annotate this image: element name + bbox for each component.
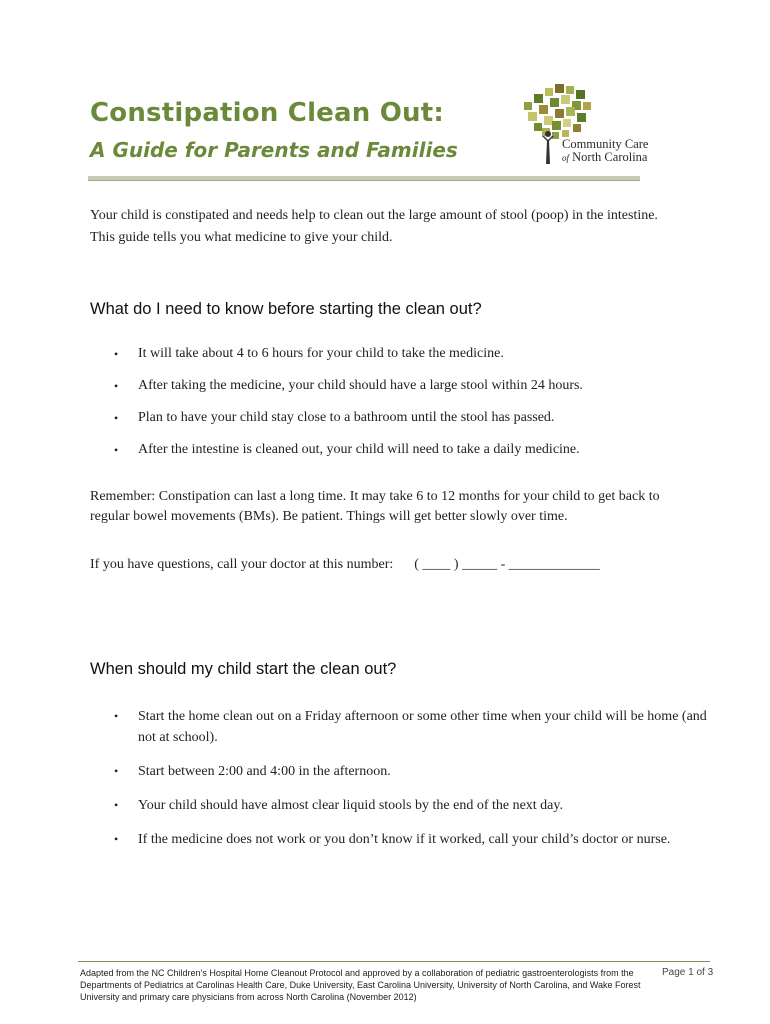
intro-paragraph xyxy=(90,205,730,249)
intro-line2: This guide tells you what medicine to give your child. xyxy=(90,230,393,245)
bullet-icon: • xyxy=(114,443,119,457)
logo-wordmark xyxy=(562,138,648,165)
section1-heading: What do I need to know before starting the clean out? xyxy=(90,300,482,318)
list-item: • Start between 2:00 and 4:00 in the afternoon. xyxy=(114,761,724,782)
bullet-icon: • xyxy=(114,411,119,425)
list-item: • If the medicine does not work or you don’t know if it worked, call your child’s doctor or nurse. xyxy=(114,829,724,850)
list-item: • After the intestine is cleaned out, your child will need to take a daily medicine. xyxy=(114,440,583,472)
section2-heading: When should my child start the clean out? xyxy=(90,660,397,678)
phone-number-blank: ( ____ ) _____ - _____________ xyxy=(414,557,600,572)
bullet-icon: • xyxy=(114,798,119,812)
remember-line2: regular bowel movements (BMs). Be patient. Things will get better slowly over time. xyxy=(90,509,568,524)
bullet-icon: • xyxy=(114,832,119,846)
list-item: • It will take about 4 to 6 hours for your child to take the medicine. xyxy=(114,344,583,376)
bullet-icon: • xyxy=(114,764,119,778)
document-subtitle: A Guide for Parents and Families xyxy=(90,138,458,162)
bullet-icon: • xyxy=(114,709,119,723)
logo-of: of xyxy=(562,153,570,163)
section2-bullet-list xyxy=(114,706,724,863)
list-item: • Your child should have almost clear liquid stools by the end of the next day. xyxy=(114,795,724,816)
logo-line2-text: North Carolina xyxy=(572,150,648,164)
list-item: • Start the home clean out on a Friday afternoon or some other time when your child will be home (and not at school). xyxy=(114,706,724,748)
page-number: Page 1 of 3 xyxy=(662,967,714,978)
logo-line2 xyxy=(562,151,648,165)
list-item: • Plan to have your child stay close to a bathroom until the stool has passed. xyxy=(114,408,583,440)
bullet-icon: • xyxy=(114,379,119,393)
intro-line1: Your child is constipated and needs help to clean out the large amount of stool (poop) in the intestine. xyxy=(90,208,658,223)
header-divider xyxy=(88,176,640,181)
footer-note: Adapted from the NC Children’s Hospital Home Cleanout Protocol and approved by a collaboration of pediatric gastroenterologists from the Departments of Pediatrics at Carolinas Health Care, Duke University, East Carolina University, University of North Carolina, and Wake Forest University and primary care physicians from across North Carolina (November 2012) xyxy=(80,968,641,1002)
questions-text: If you have questions, call your doctor at this number: xyxy=(90,557,394,572)
tree-canopy xyxy=(524,84,591,139)
list-item: • After taking the medicine, your child should have a large stool within 24 hours. xyxy=(114,376,583,408)
document-title: Constipation Clean Out: xyxy=(90,98,444,128)
section1-bullet-list xyxy=(114,344,583,472)
questions-line xyxy=(90,554,730,576)
footer-divider xyxy=(78,961,710,962)
remember-paragraph xyxy=(90,487,730,527)
bullet-icon: • xyxy=(114,347,119,361)
remember-line1: Remember: Constipation can last a long time. It may take 6 to 12 months for your child to get back to xyxy=(90,489,660,504)
logo-line1: Community Care xyxy=(562,137,649,151)
